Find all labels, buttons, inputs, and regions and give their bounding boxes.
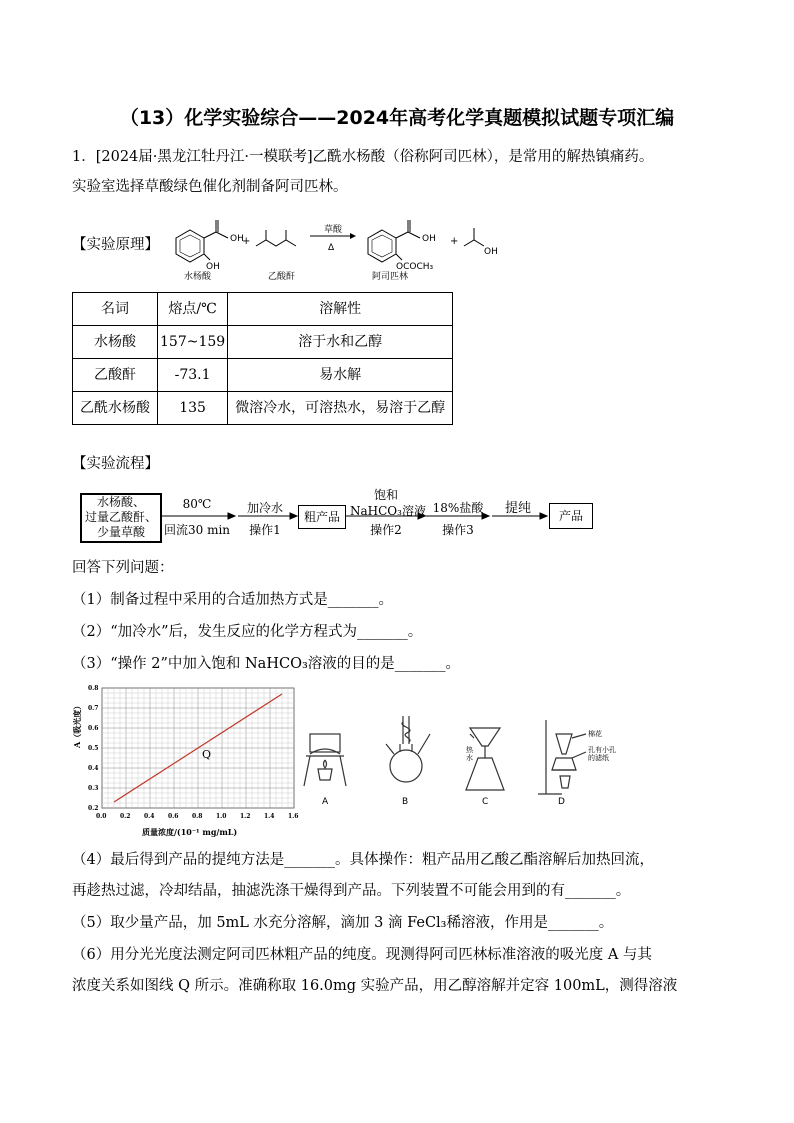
svg-text:OH: OH <box>230 234 244 244</box>
filter-paper-label-1: 孔有小孔 <box>588 746 616 754</box>
chart-xtick-label: 0.2 <box>120 813 131 820</box>
apparatus-label-d: D <box>558 797 565 807</box>
catalyst-label: 草酸 <box>324 225 343 235</box>
reactant1-label: 水杨酸 <box>184 272 212 282</box>
table-cell: -73.1 <box>158 359 228 392</box>
question-1: （1）制备过程中采用的合适加热方式是_______。 <box>72 592 393 608</box>
apparatus-label-c: C <box>482 797 489 807</box>
page-title: （13）化学实验综合——2024年高考化学真题模拟试题专项汇编 <box>119 107 675 129</box>
question-4-line1: （4）最后得到产品的提纯方法是_______。具体操作：粗产品用乙酸乙酯溶解后加热回流， <box>72 852 654 868</box>
question-5: （5）取少量产品，加 5mL 水充分溶解，滴加 3 滴 FeCl₃稀溶液，作用是_______。 <box>72 915 614 931</box>
flow-step4-operation: 操作3 <box>442 523 474 537</box>
svg-text:OH: OH <box>206 262 220 272</box>
table-row <box>73 392 453 425</box>
salicylic-acid-structure <box>176 220 244 282</box>
flow-product-box: 产品 <box>549 503 593 529</box>
reactant2-label: 乙酸酐 <box>268 272 296 282</box>
flow-step1-condition: 80℃ <box>182 497 212 511</box>
apparatus-b <box>386 716 430 782</box>
table-cell: 水杨酸 <box>73 326 158 359</box>
chart-ytick-label: 0.2 <box>88 805 99 812</box>
acetic-anhydride-structure <box>256 230 296 282</box>
table-cell: 157~159 <box>158 326 228 359</box>
table-row <box>73 326 453 359</box>
chart-ytick-label: 0.3 <box>88 785 99 792</box>
flow-step3-operation: 操作2 <box>370 523 402 537</box>
chart-xtick-label: 0.4 <box>144 813 155 820</box>
questions-intro: 回答下列问题： <box>72 560 174 576</box>
apparatus-d <box>538 720 586 794</box>
flow-step3-reagent-line1: 饱和 <box>373 488 398 502</box>
principle-label: 【实验原理】 <box>72 237 159 253</box>
chart-xtick-label: 1.4 <box>264 813 275 820</box>
hot-water-label-2: 水 <box>466 754 473 762</box>
question-6-line1: （6）用分光光度法测定阿司匹林粗产品的纯度。现测得阿司匹林标准溶液的吸光度 A 与其 <box>72 947 652 963</box>
svg-text:OCOCH₃: OCOCH₃ <box>396 262 434 272</box>
flow-step2-operation: 操作1 <box>249 523 281 537</box>
chart-ytick-label: 0.7 <box>88 705 99 712</box>
apparatus-label-a: A <box>322 797 329 807</box>
hot-water-label-1: 热 <box>466 746 473 754</box>
svg-text:OH: OH <box>422 234 436 244</box>
cotton-label: 棉花 <box>588 730 602 738</box>
chart-xtick-label: 1.6 <box>288 813 299 820</box>
svg-text:+: + <box>450 236 459 247</box>
table-cell: 微溶冷水，可溶热水，易溶于乙醇 <box>228 392 453 425</box>
chart-ytick-label: 0.6 <box>88 725 99 732</box>
chart-xtick-label: 1.0 <box>216 813 227 820</box>
apparatus-figure <box>300 714 616 834</box>
properties-table <box>72 292 453 425</box>
flow-step1-operation: 回流30 min <box>163 523 231 537</box>
chart-xlabel: 质量浓度/(10⁻¹ mg/mL) <box>142 827 238 837</box>
chart-ytick-label: 0.4 <box>88 765 99 772</box>
flow-crude-product-box: 粗产品 <box>298 505 346 529</box>
table-header: 溶解性 <box>228 293 453 326</box>
table-cell: 乙酰水杨酸 <box>73 392 158 425</box>
question-4-line2: 再趁热过滤，冷却结晶，抽滤洗涤干燥得到产品。下列装置不可能会用到的有_______。 <box>72 883 631 899</box>
absorbance-chart <box>72 680 302 840</box>
chart-ylabel: A（吸光度） <box>72 701 82 748</box>
question-stem-line1: 1．[2024届·黑龙江牡丹江·一模联考]乙酰水杨酸（俗称阿司匹林），是常用的解热镇痛药。 <box>72 149 654 165</box>
flow-start-box: 水杨酸、 过量乙酸酐、 少量草酸 <box>80 493 162 543</box>
apparatus-a <box>304 734 346 786</box>
flow-step4-reagent: 18%盐酸 <box>432 501 484 515</box>
table-row <box>73 359 453 392</box>
question-3: （3）“操作 2”中加入饱和 NaHCO₃溶液的目的是_______。 <box>72 656 461 672</box>
chart-ytick-label: 0.5 <box>88 745 99 752</box>
svg-text:+: + <box>242 236 251 247</box>
product1-label: 阿司匹林 <box>372 272 409 282</box>
acetic-acid-structure <box>464 228 498 257</box>
aspirin-structure <box>368 220 436 282</box>
flow-step3-reagent-line2: NaHCO₃溶液 <box>350 504 426 518</box>
question-stem-line2: 实验室选择草酸绿色催化剂制备阿司匹林。 <box>72 179 348 195</box>
reaction-scheme <box>160 208 520 284</box>
table-header: 名词 <box>73 293 158 326</box>
table-cell: 溶于水和乙醇 <box>228 326 453 359</box>
flow-step5-operation: 提纯 <box>504 501 531 516</box>
table-cell: 乙酸酐 <box>73 359 158 392</box>
chart-xtick-label: 1.2 <box>240 813 251 820</box>
chart-xtick-label: 0.0 <box>96 813 107 820</box>
svg-text:OH: OH <box>484 247 498 257</box>
chart-xtick-label: 0.6 <box>168 813 179 820</box>
question-2: （2）“加冷水”后，发生反应的化学方程式为_______。 <box>72 624 423 640</box>
chart-xtick-label: 0.8 <box>192 813 203 820</box>
table-header-row <box>73 293 453 326</box>
chart-annotation-q: Q <box>202 748 212 761</box>
table-cell: 易水解 <box>228 359 453 392</box>
flow-label: 【实验流程】 <box>72 456 159 472</box>
table-cell: 135 <box>158 392 228 425</box>
chart-ytick-label: 0.8 <box>88 685 99 692</box>
table-header: 熔点/℃ <box>158 293 228 326</box>
question-6-line2: 浓度关系如图线 Q 所示。准确称取 16.0mg 实验产品，用乙醇溶解并定容 100mL，测得溶液 <box>72 978 678 994</box>
heat-symbol: Δ <box>328 243 335 253</box>
flow-step2-reagent: 加冷水 <box>246 501 283 515</box>
apparatus-label-b: B <box>402 797 409 807</box>
filter-paper-label-2: 的滤纸 <box>588 754 609 762</box>
